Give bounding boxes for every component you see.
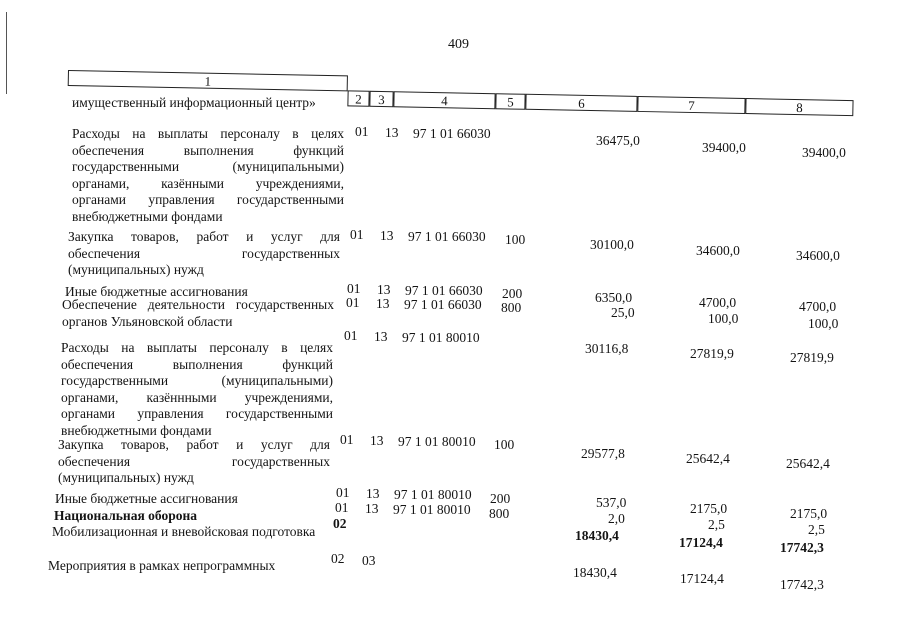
page-number: 409: [448, 37, 469, 52]
row-5-csr: 97 1 01 80010: [402, 330, 480, 345]
row-3-description: Иные бюджетные ассигнования: [65, 284, 248, 299]
row-9-col7: 17124,4: [679, 535, 723, 550]
row-4-col6: 25,0: [611, 305, 635, 320]
row-10-col8: 17742,3: [780, 577, 824, 592]
row-10-col6: 18430,4: [573, 565, 617, 580]
row-6-pr: 13: [370, 433, 384, 448]
row-7-col8: 2175,0: [790, 506, 828, 521]
row-1-csr: 97 1 01 66030: [413, 126, 491, 141]
header-col-2: 2: [347, 90, 369, 106]
row-6-col8: 25642,4: [786, 456, 830, 471]
header-col-6: 6: [525, 94, 637, 112]
row-3-col7: 4700,0: [699, 295, 737, 310]
row-7-csr: 97 1 01 80010: [394, 487, 472, 502]
row-7-vr: 200: [490, 491, 511, 506]
row-4-rz: 01: [346, 295, 360, 310]
row-9-rz: 02: [333, 516, 347, 531]
row-5-rz: 01: [344, 328, 358, 343]
header-col-5: 5: [495, 93, 525, 110]
row-3-pr: 13: [377, 282, 391, 297]
row-9-col8: 17742,3: [780, 540, 824, 555]
row-4-description: Обеспечение деятельности государственных органов Ульяновской области: [62, 297, 334, 329]
row-9-description: Мобилизационная и вневойсковая подготовка: [52, 524, 316, 539]
row-1-col7: 39400,0: [702, 140, 746, 155]
row-1-col6: 36475,0: [596, 133, 640, 148]
row-8-col8: 2,5: [808, 522, 825, 537]
row-5-col8: 27819,9: [790, 350, 834, 365]
row-3-col8: 4700,0: [799, 299, 837, 314]
row-2-description: Закупка товаров, работ и услуг для обеспечения государственных (муниципальных) нужд: [68, 229, 340, 277]
row-10-pr: 03: [362, 553, 376, 568]
row-1-col8: 39400,0: [802, 145, 846, 160]
row-3-csr: 97 1 01 66030: [405, 283, 483, 298]
row-10-col7: 17124,4: [680, 571, 724, 586]
row-7-description: Иные бюджетные ассигнования: [55, 491, 238, 506]
row-8-description: Национальная оборона: [54, 508, 197, 523]
row-5-col6: 30116,8: [585, 341, 629, 356]
row-6-vr: 100: [494, 437, 515, 452]
row-5-description: Расходы на выплаты персоналу в целях обеспечения выполнения функций государственными (муниципальными) органами, казённными учреждениями, органами управления государственными внебюджетными фондами: [61, 340, 333, 438]
row-9-col6: 18430,4: [575, 528, 619, 543]
row-8-pr: 13: [365, 501, 379, 516]
header-col-7: 7: [637, 96, 745, 114]
row-6-col6: 29577,8: [581, 446, 625, 461]
header-col-4: 4: [393, 91, 495, 109]
header-col-8: 8: [745, 98, 853, 116]
row-10-description: Мероприятия в рамках непрограммных: [48, 558, 276, 573]
row-0-description: имущественный информационный центр»: [72, 95, 316, 110]
row-10-rz: 02: [331, 551, 345, 566]
row-3-col6: 6350,0: [595, 290, 633, 305]
row-1-description: Расходы на выплаты персоналу в целях обеспечения выполнения функций государственными (муниципальными) органами, казёнными учреждениями, органами управления государственными внебюджетными фондами: [72, 126, 344, 224]
row-4-col8: 100,0: [808, 316, 839, 331]
row-2-col6: 30100,0: [590, 237, 634, 252]
row-4-vr: 800: [501, 300, 522, 315]
row-5-col7: 27819,9: [690, 346, 734, 361]
row-6-description: Закупка товаров, работ и услуг для обеспечения государственных (муниципальных) нужд: [58, 437, 330, 485]
row-4-col7: 100,0: [708, 311, 739, 326]
row-2-col8: 34600,0: [796, 248, 840, 263]
row-6-col7: 25642,4: [686, 451, 730, 466]
row-5-pr: 13: [374, 329, 388, 344]
row-3-vr: 200: [502, 286, 523, 301]
header-col-1: 1: [68, 70, 348, 91]
row-1-pr: 13: [385, 125, 399, 140]
row-7-col7: 2175,0: [690, 501, 728, 516]
row-4-pr: 13: [376, 296, 390, 311]
row-8-vr: 800: [489, 506, 510, 521]
row-3-rz: 01: [347, 281, 361, 296]
row-2-csr: 97 1 01 66030: [408, 229, 486, 244]
row-7-rz: 01: [336, 485, 350, 500]
row-8-col7: 2,5: [708, 517, 725, 532]
row-2-vr: 100: [505, 232, 526, 247]
row-8-rz: 01: [335, 500, 349, 515]
row-6-csr: 97 1 01 80010: [398, 434, 476, 449]
row-8-col6: 2,0: [608, 511, 625, 526]
row-7-pr: 13: [366, 486, 380, 501]
header-col-3: 3: [369, 91, 393, 107]
row-8-csr: 97 1 01 80010: [393, 502, 471, 517]
row-2-rz: 01: [350, 227, 364, 242]
row-4-csr: 97 1 01 66030: [404, 297, 482, 312]
row-6-rz: 01: [340, 432, 354, 447]
row-2-pr: 13: [380, 228, 394, 243]
row-2-col7: 34600,0: [696, 243, 740, 258]
row-1-rz: 01: [355, 124, 369, 139]
row-7-col6: 537,0: [596, 495, 627, 510]
